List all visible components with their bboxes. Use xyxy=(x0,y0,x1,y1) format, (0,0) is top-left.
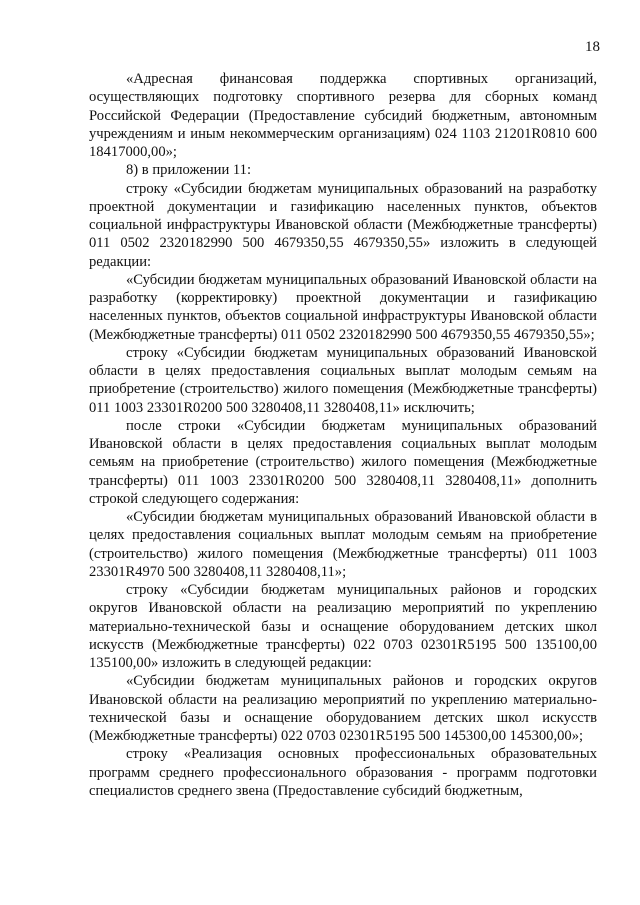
page-number: 18 xyxy=(585,39,600,55)
paragraph: «Субсидии бюджетам муниципальных районов и городских округов Ивановской области на реализацию мероприятий по укреплению материально-технической базы и оснащение оборудованием детских школ искусств (Межбюджетные трансферты) 022 0703 02301R5195 500 145300,00 145300,00»; xyxy=(89,673,597,744)
paragraph: строку «Субсидии бюджетам муниципальных образований на разработку проектной документации и газификацию населенных пунктов, объектов социальной инфраструктуры Ивановской области (Межбюджетные трансферты) 011 0502 2320182990 500 4679350,55 4679350,55» изложить в следующей редакции: xyxy=(89,180,597,270)
paragraph: строку «Субсидии бюджетам муниципальных районов и городских округов Ивановской области на реализацию мероприятий по укреплению материально-технической базы и оснащение оборудованием детских школ искусств (Межбюджетные трансферты) 022 0703 02301R5195 500 135100,00 135100,00» изложить в следующей редакции: xyxy=(89,582,597,671)
paragraph: 8) в приложении 11: xyxy=(126,162,252,179)
paragraph: строку «Субсидии бюджетам муниципальных образований Ивановской области в целях предоставления социальных выплат молодым семьям на приобретение (строительство) жилого помещения (Межбюджетные трансферты) 011 1003 23301R0200 500 3280408,11 3280408,11» исключить; xyxy=(89,344,597,416)
paragraph: после строки «Субсидии бюджетам муниципальных образований Ивановской области в целях предоставления социальных выплат молодым семьям на приобретение (строительство) жилого помещения (Межбюджетные трансферты) 011 1003 23301R0200 500 3280408,11 3280408,11» дополнить строкой следующего содержания: xyxy=(89,417,597,507)
paragraph: «Субсидии бюджетам муниципальных образований Ивановской области на разработку (корректировку) проектной документации и газификацию населенных пунктов, объектов социальной инфраструктуры Ивановской области (Межбюджетные трансферты) 011 0502 2320182990 500 4679350,55 4679350,55»; xyxy=(89,271,597,343)
paragraph: строку «Реализация основных профессиональных образовательных программ среднего профессионального образования - программ подготовки специалистов среднего звена (Предоставление субсидий бюджетным, xyxy=(89,746,597,799)
document-body xyxy=(89,70,597,800)
paragraph: «Адресная финансовая поддержка спортивных организаций, осуществляющих подготовку спортивного резерва для сборных команд Российской Федерации (Предоставление субсидий бюджетным, автономным учреждениям и иным некоммерческим организациям) 024 1103 21201R0810 600 18417000,00»; xyxy=(89,71,597,160)
paragraph: «Субсидии бюджетам муниципальных образований Ивановской области в целях предоставления социальных выплат молодым семьям на приобретение (строительство) жилого помещения (Межбюджетные трансферты) 011 1003 23301R4970 500 3280408,11 3280408,11»; xyxy=(89,509,597,580)
